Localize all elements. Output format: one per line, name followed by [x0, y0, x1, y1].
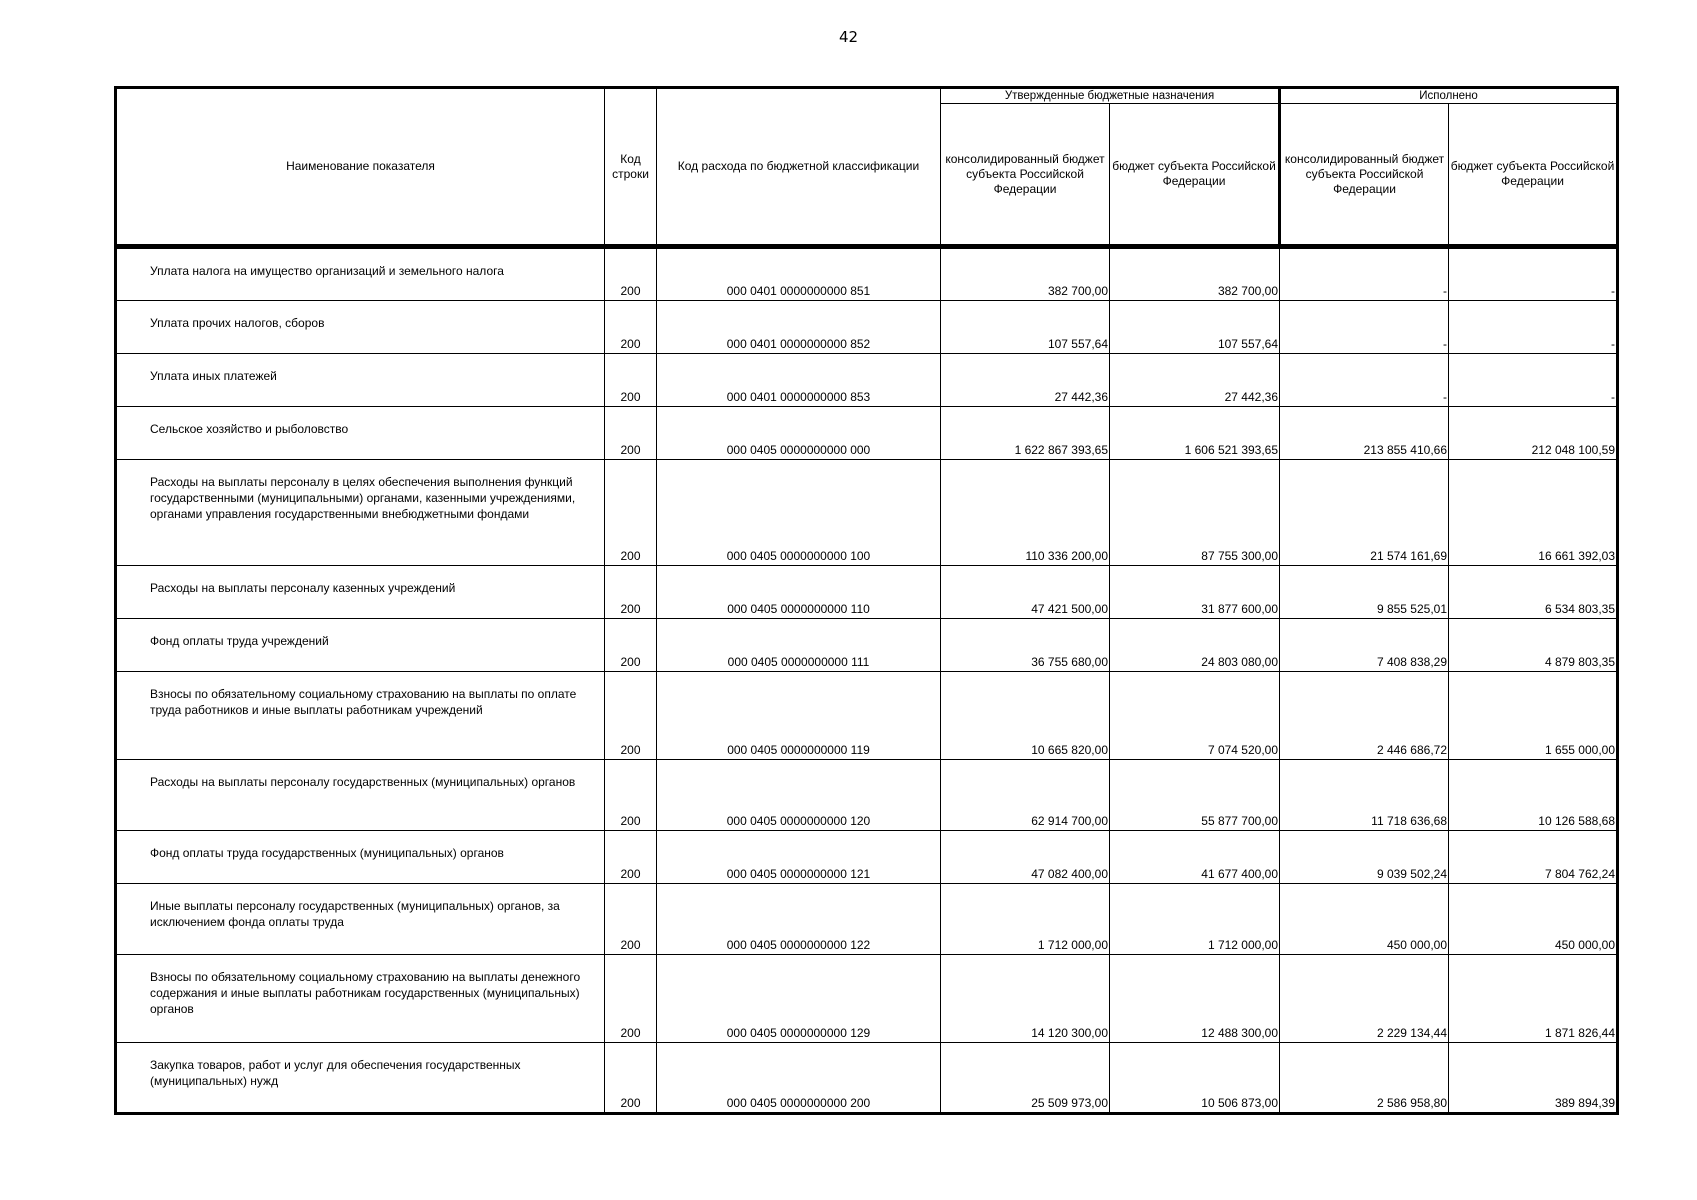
table-body: [116, 247, 1618, 1114]
table-row: [116, 831, 1618, 884]
table-row: [116, 407, 1618, 460]
row-line-code: 200: [605, 672, 657, 760]
row-name: Расходы на выплаты персоналу казенных учреждений: [116, 566, 605, 619]
header-name: Наименование показателя: [116, 88, 605, 247]
table-row: [116, 460, 1618, 566]
row-executed-consolidated: 2 229 134,44: [1280, 955, 1449, 1043]
row-approved-consolidated: 47 082 400,00: [941, 831, 1110, 884]
table-row: [116, 955, 1618, 1043]
row-approved-subject: 24 803 080,00: [1110, 619, 1280, 672]
table-row: [116, 619, 1618, 672]
row-approved-subject: 12 488 300,00: [1110, 955, 1280, 1043]
row-executed-subject: 16 661 392,03: [1449, 460, 1618, 566]
row-name: Сельское хозяйство и рыболовство: [116, 407, 605, 460]
row-line-code: 200: [605, 566, 657, 619]
header-approved-subject: бюджет субъекта Российской Федерации: [1110, 104, 1280, 247]
row-line-code: 200: [605, 619, 657, 672]
row-executed-subject: 212 048 100,59: [1449, 407, 1618, 460]
row-approved-subject: 27 442,36: [1110, 354, 1280, 407]
table-row: [116, 354, 1618, 407]
row-budget-code: 000 0405 0000000000 000: [657, 407, 941, 460]
row-approved-consolidated: 382 700,00: [941, 247, 1110, 301]
row-line-code: 200: [605, 884, 657, 955]
row-approved-consolidated: 62 914 700,00: [941, 760, 1110, 831]
row-budget-code: 000 0401 0000000000 852: [657, 301, 941, 354]
row-approved-consolidated: 1 622 867 393,65: [941, 407, 1110, 460]
row-executed-subject: 4 879 803,35: [1449, 619, 1618, 672]
row-budget-code: 000 0405 0000000000 200: [657, 1043, 941, 1114]
header-executed-group: Исполнено: [1280, 88, 1618, 104]
header-executed-consolidated: консолидированный бюджет субъекта Российской Федерации: [1280, 104, 1449, 247]
row-name: Иные выплаты персоналу государственных (муниципальных) органов, за исключением фонда оплаты труда: [116, 884, 605, 955]
row-approved-consolidated: 27 442,36: [941, 354, 1110, 407]
row-executed-subject: -: [1449, 354, 1618, 407]
row-executed-subject: -: [1449, 247, 1618, 301]
row-name: Взносы по обязательному социальному страхованию на выплаты денежного содержания и иные выплаты работникам государственных (муниципальных) органов: [116, 955, 605, 1043]
row-name: Уплата налога на имущество организаций и земельного налога: [116, 247, 605, 301]
row-executed-subject: 7 804 762,24: [1449, 831, 1618, 884]
page-number: 42: [838, 28, 859, 46]
header-executed-subject: бюджет субъекта Российской Федерации: [1449, 104, 1618, 247]
row-budget-code: 000 0405 0000000000 121: [657, 831, 941, 884]
row-budget-code: 000 0405 0000000000 119: [657, 672, 941, 760]
row-budget-code: 000 0405 0000000000 110: [657, 566, 941, 619]
row-budget-code: 000 0405 0000000000 100: [657, 460, 941, 566]
row-budget-code: 000 0405 0000000000 111: [657, 619, 941, 672]
row-name: Уплата прочих налогов, сборов: [116, 301, 605, 354]
row-executed-subject: 1 655 000,00: [1449, 672, 1618, 760]
row-executed-consolidated: 9 039 502,24: [1280, 831, 1449, 884]
row-name: Расходы на выплаты персоналу государственных (муниципальных) органов: [116, 760, 605, 831]
row-name: Расходы на выплаты персоналу в целях обеспечения выполнения функций государственными (муниципальными) органами, казенными учреждениями, органами управления государственными внебюджетными фондами: [116, 460, 605, 566]
row-line-code: 200: [605, 247, 657, 301]
header-budget-code: Код расхода по бюджетной классификации: [657, 88, 941, 247]
table-row: [116, 1043, 1618, 1114]
row-executed-subject: 450 000,00: [1449, 884, 1618, 955]
row-approved-subject: 55 877 700,00: [1110, 760, 1280, 831]
row-name: Уплата иных платежей: [116, 354, 605, 407]
row-executed-consolidated: -: [1280, 247, 1449, 301]
row-approved-consolidated: 36 755 680,00: [941, 619, 1110, 672]
row-approved-subject: 10 506 873,00: [1110, 1043, 1280, 1114]
row-executed-consolidated: 11 718 636,68: [1280, 760, 1449, 831]
row-executed-subject: -: [1449, 301, 1618, 354]
row-executed-consolidated: 213 855 410,66: [1280, 407, 1449, 460]
table-row: [116, 247, 1618, 301]
row-executed-subject: 10 126 588,68: [1449, 760, 1618, 831]
row-line-code: 200: [605, 354, 657, 407]
row-executed-consolidated: -: [1280, 301, 1449, 354]
row-line-code: 200: [605, 1043, 657, 1114]
row-budget-code: 000 0401 0000000000 853: [657, 354, 941, 407]
row-name: Взносы по обязательному социальному страхованию на выплаты по оплате труда работников и иные выплаты работникам учреждений: [116, 672, 605, 760]
row-executed-consolidated: 7 408 838,29: [1280, 619, 1449, 672]
row-line-code: 200: [605, 955, 657, 1043]
row-name: Фонд оплаты труда учреждений: [116, 619, 605, 672]
row-executed-consolidated: 9 855 525,01: [1280, 566, 1449, 619]
row-executed-consolidated: 450 000,00: [1280, 884, 1449, 955]
header-line-code: Код строки: [605, 88, 657, 247]
row-line-code: 200: [605, 407, 657, 460]
row-budget-code: 000 0405 0000000000 122: [657, 884, 941, 955]
table-row: [116, 301, 1618, 354]
row-executed-consolidated: 2 446 686,72: [1280, 672, 1449, 760]
row-approved-consolidated: 14 120 300,00: [941, 955, 1110, 1043]
row-approved-consolidated: 107 557,64: [941, 301, 1110, 354]
row-budget-code: 000 0405 0000000000 129: [657, 955, 941, 1043]
row-line-code: 200: [605, 460, 657, 566]
row-line-code: 200: [605, 301, 657, 354]
row-approved-subject: 107 557,64: [1110, 301, 1280, 354]
row-line-code: 200: [605, 760, 657, 831]
row-line-code: 200: [605, 831, 657, 884]
row-budget-code: 000 0401 0000000000 851: [657, 247, 941, 301]
row-approved-consolidated: 110 336 200,00: [941, 460, 1110, 566]
row-approved-consolidated: 10 665 820,00: [941, 672, 1110, 760]
table-row: [116, 760, 1618, 831]
row-executed-consolidated: -: [1280, 354, 1449, 407]
row-approved-subject: 382 700,00: [1110, 247, 1280, 301]
row-approved-consolidated: 1 712 000,00: [941, 884, 1110, 955]
row-approved-subject: 41 677 400,00: [1110, 831, 1280, 884]
table-row: [116, 884, 1618, 955]
row-approved-consolidated: 25 509 973,00: [941, 1043, 1110, 1114]
row-approved-subject: 1 606 521 393,65: [1110, 407, 1280, 460]
header-approved-group: Утвержденные бюджетные назначения: [941, 88, 1280, 104]
row-name: Фонд оплаты труда государственных (муниципальных) органов: [116, 831, 605, 884]
row-approved-subject: 7 074 520,00: [1110, 672, 1280, 760]
row-executed-subject: 6 534 803,35: [1449, 566, 1618, 619]
row-approved-consolidated: 47 421 500,00: [941, 566, 1110, 619]
row-approved-subject: 31 877 600,00: [1110, 566, 1280, 619]
row-budget-code: 000 0405 0000000000 120: [657, 760, 941, 831]
table-row: [116, 672, 1618, 760]
budget-expenditure-table: [114, 86, 1619, 1115]
row-executed-consolidated: 2 586 958,80: [1280, 1043, 1449, 1114]
row-executed-subject: 1 871 826,44: [1449, 955, 1618, 1043]
row-approved-subject: 1 712 000,00: [1110, 884, 1280, 955]
row-executed-subject: 389 894,39: [1449, 1043, 1618, 1114]
row-name: Закупка товаров, работ и услуг для обеспечения государственных (муниципальных) нужд: [116, 1043, 605, 1114]
row-approved-subject: 87 755 300,00: [1110, 460, 1280, 566]
header-approved-consolidated: консолидированный бюджет субъекта Российской Федерации: [941, 104, 1110, 247]
table-row: [116, 566, 1618, 619]
row-executed-consolidated: 21 574 161,69: [1280, 460, 1449, 566]
